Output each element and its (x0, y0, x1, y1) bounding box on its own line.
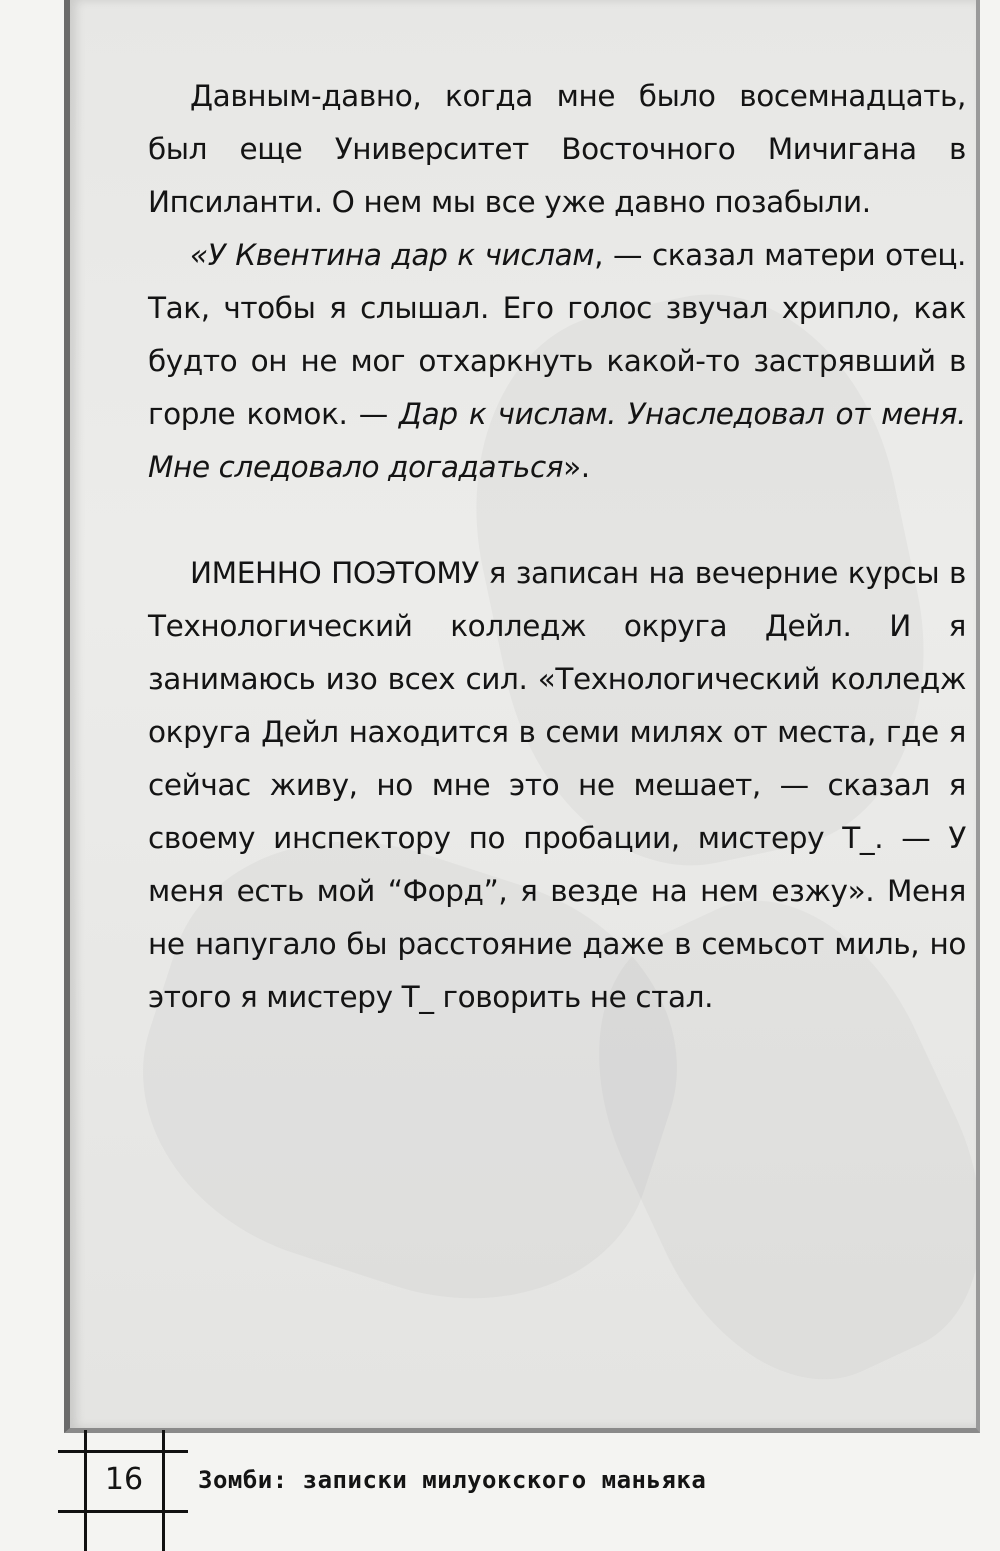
grid-vertical-line (162, 1430, 165, 1551)
grid-vertical-line (84, 1430, 87, 1551)
narration: , — сказал матери отец. Так, чтобы я слышал. Его голос звучал хрипло, как будто он не мог отхаркнуть какой-то застрявший в горле комок. — (148, 238, 966, 431)
grid-horizontal-line (58, 1510, 188, 1513)
italic-quote: «У Квентина дар к числам (190, 238, 595, 272)
grid-horizontal-line (58, 1450, 188, 1453)
page-number: 16 (104, 1462, 144, 1497)
paragraph-3: ИМЕННО ПОЭТОМУ я записан на вечерние курсы в Технологический колледж округа Дейл. И я занимаюсь изо всех сил. «Технологический колледж округа Дейл находится в семи милях от места, где я сейчас живу, но мне это не мешает, — сказал я своему инспектору по пробации, мистеру Т_. — У меня есть мой “Форд”, я везде на нем езжу». Меня не напугало бы расстояние даже в семьсот миль, но этого я мистеру Т_ говорить не стал. (148, 556, 966, 1014)
paragraph-2 (148, 229, 966, 494)
running-title: Зомби: записки милуокского маньяка (198, 1466, 707, 1494)
paragraph-1: Давным-давно, когда мне было восемнадцать, был еще Университет Восточного Мичигана в Ипсиланти. О нем мы все уже давно позабыли. (148, 79, 966, 219)
closing-quote: ». (563, 450, 590, 484)
italic-quote: Дар к числам. Унаследовал от меня. Мне следовало догадаться (148, 397, 966, 484)
body-text (148, 70, 966, 1024)
